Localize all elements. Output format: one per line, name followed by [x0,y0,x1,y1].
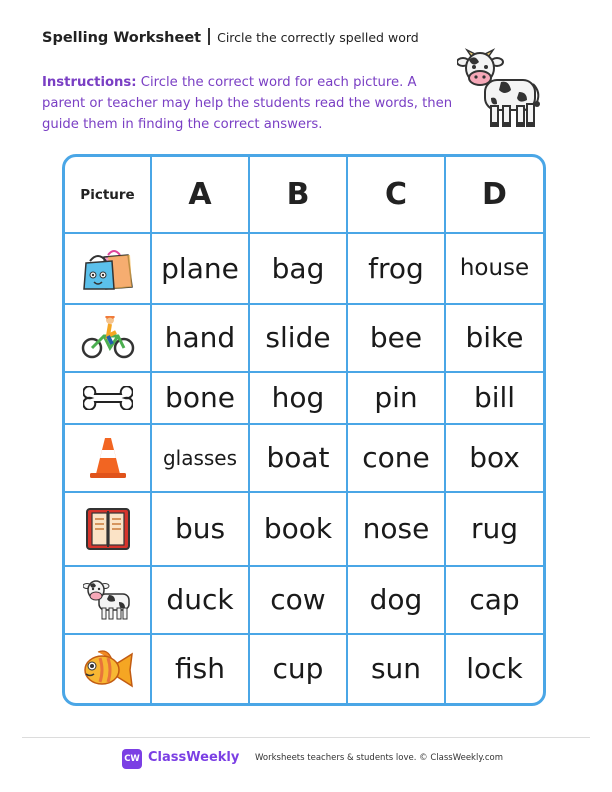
word-choice[interactable]: fish [151,634,249,704]
word-choice[interactable]: bike [445,304,543,372]
table-row [65,372,543,424]
word-choice[interactable]: hog [249,372,347,424]
word-choice[interactable]: boat [249,424,347,492]
word-choice[interactable]: frog [347,233,445,304]
spelling-grid [62,154,546,706]
title-divider [208,28,210,45]
word-choice[interactable]: book [249,492,347,566]
worksheet-header [42,28,419,46]
word-choice[interactable]: nose [347,492,445,566]
instructions-label: Instructions: [42,75,137,90]
table-row [65,424,543,492]
word-choice[interactable]: glasses [151,424,249,492]
traffic-cone-icon [65,424,151,492]
table-row [65,233,543,304]
header-b: B [249,157,347,233]
spelling-table [65,157,543,703]
word-choice[interactable]: house [445,233,543,304]
classweekly-logo-icon: CW [122,749,142,769]
word-choice[interactable]: plane [151,233,249,304]
word-choice[interactable]: bone [151,372,249,424]
bike-rider-icon [65,304,151,372]
word-choice[interactable]: cap [445,566,543,634]
word-choice[interactable]: rug [445,492,543,566]
word-choice[interactable]: dog [347,566,445,634]
header-picture: Picture [65,157,151,233]
word-choice[interactable]: cup [249,634,347,704]
instructions [42,72,462,135]
word-choice[interactable]: box [445,424,543,492]
brand-name: ClassWeekly [148,750,240,765]
header-a: A [151,157,249,233]
table-row [65,634,543,704]
word-choice[interactable]: bill [445,372,543,424]
word-choice[interactable]: bus [151,492,249,566]
word-choice[interactable]: hand [151,304,249,372]
table-row [65,566,543,634]
footer [0,749,612,771]
word-choice[interactable]: cow [249,566,347,634]
shopping-bags-icon [65,233,151,304]
header-c: C [347,157,445,233]
word-choice[interactable]: slide [249,304,347,372]
cow-icon [65,566,151,634]
worksheet-subtitle: Circle the correctly spelled word [217,30,419,45]
instructions-text: Circle the correct word for each picture. A parent or teacher may help the students read the words, then guide them in finding the correct answers. [42,75,453,132]
book-icon [65,492,151,566]
table-row [65,304,543,372]
worksheet-title: Spelling Worksheet [42,30,202,46]
footer-divider [22,737,590,738]
word-choice[interactable]: bag [249,233,347,304]
word-choice[interactable]: bee [347,304,445,372]
word-choice[interactable]: duck [151,566,249,634]
header-d: D [445,157,543,233]
cow-mascot-icon [457,48,543,130]
word-choice[interactable]: pin [347,372,445,424]
word-choice[interactable]: lock [445,634,543,704]
word-choice[interactable]: cone [347,424,445,492]
word-choice[interactable]: sun [347,634,445,704]
header-row [65,157,543,233]
bone-icon [65,372,151,424]
fish-icon [65,634,151,704]
footer-tagline: Worksheets teachers & students love. © ClassWeekly.com [255,753,504,763]
table-row [65,492,543,566]
